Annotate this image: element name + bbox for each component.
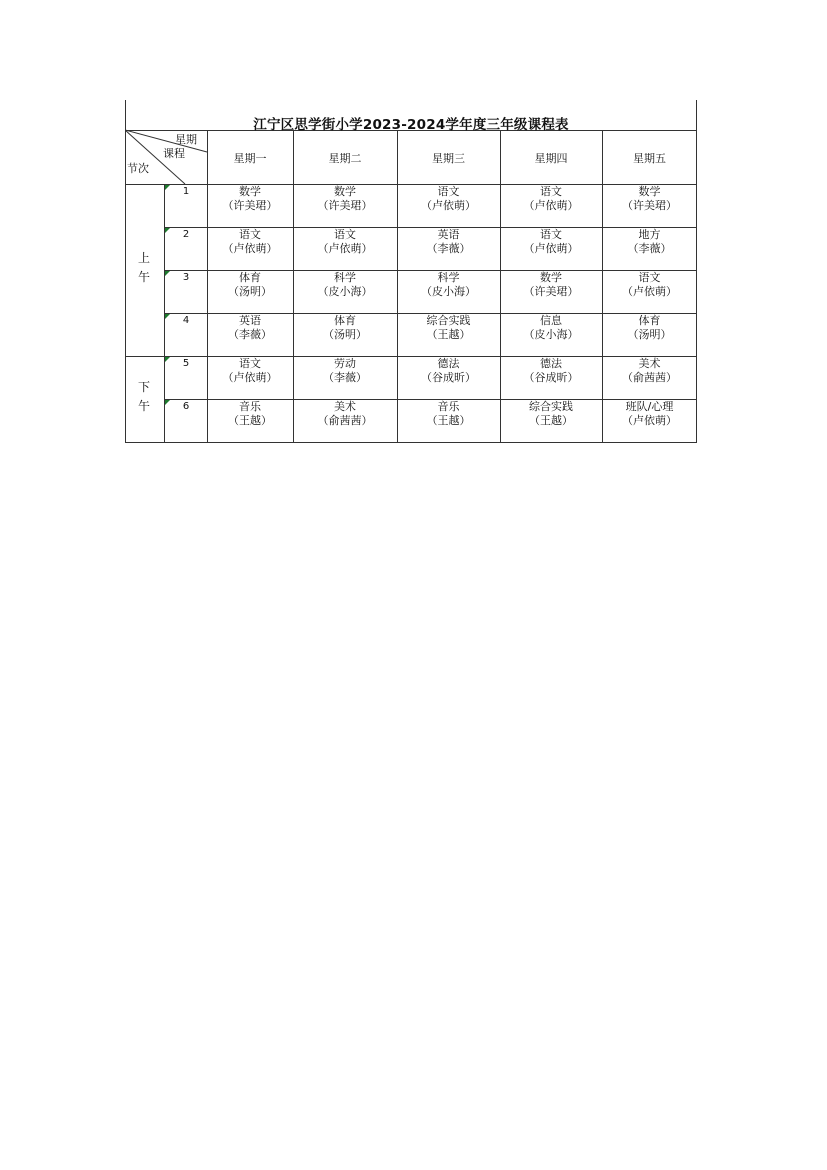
course-subject: 语文	[638, 271, 661, 284]
day-header: 星期二	[328, 152, 362, 165]
period-number: 3	[182, 272, 190, 283]
course-subject: 信息	[540, 314, 562, 327]
course-teacher: （汤明）	[228, 285, 272, 298]
course-subject: 综合实践	[426, 314, 471, 327]
course-teacher: （许美珺）	[317, 199, 373, 212]
course-cell	[500, 400, 602, 428]
course-cell	[397, 357, 500, 385]
course-cell	[602, 228, 697, 256]
course-cell	[602, 185, 697, 213]
timetable-title: 江宁区思学街小学2023-2024学年度三年级课程表	[253, 117, 569, 133]
course-subject: 数学	[540, 271, 562, 284]
period-number: 1	[182, 186, 190, 197]
course-teacher: （卢依萌）	[317, 242, 373, 255]
course-teacher: （许美珺）	[222, 199, 278, 212]
course-subject: 综合实践	[529, 400, 573, 413]
course-subject: 英语	[239, 314, 261, 327]
course-teacher: （卢依萌）	[523, 242, 579, 255]
course-cell	[500, 228, 602, 256]
course-teacher: （卢依萌）	[523, 199, 579, 212]
course-teacher: （汤明）	[323, 328, 367, 341]
course-subject: 语文	[437, 185, 460, 198]
period-number: 5	[182, 358, 190, 369]
corner-label-weekday: 星期	[175, 133, 197, 146]
course-cell	[397, 314, 500, 342]
segment-label-top: 上	[137, 251, 150, 265]
course-teacher: （皮小海）	[421, 285, 476, 298]
course-subject: 语文	[540, 228, 562, 241]
course-cell	[602, 357, 697, 385]
course-cell	[207, 400, 293, 428]
course-teacher: （许美珺）	[523, 285, 579, 298]
course-cell	[207, 185, 293, 213]
course-cell	[293, 228, 397, 256]
course-subject: 数学	[239, 185, 261, 198]
course-teacher: （俞茜茜）	[622, 371, 677, 384]
course-subject: 科学	[334, 271, 356, 284]
course-subject: 德法	[540, 357, 562, 370]
course-cell	[602, 400, 697, 428]
course-teacher: （李薇）	[426, 242, 471, 255]
day-header: 星期四	[534, 152, 568, 165]
course-cell	[207, 314, 293, 342]
corner-label-period: 节次	[127, 162, 149, 175]
course-cell	[500, 271, 602, 299]
course-teacher: （王越）	[228, 414, 272, 427]
day-header: 星期三	[432, 152, 465, 165]
course-teacher: （王越）	[426, 328, 471, 341]
course-subject: 音乐	[239, 400, 261, 413]
course-cell	[293, 314, 397, 342]
course-subject: 劳动	[334, 357, 356, 370]
period-number: 4	[182, 315, 190, 326]
course-subject: 英语	[437, 228, 460, 241]
course-cell	[397, 400, 500, 428]
course-teacher: （皮小海）	[317, 285, 373, 298]
course-subject: 德法	[437, 357, 460, 370]
corner-label-course: 课程	[163, 147, 185, 160]
day-header: 星期一	[233, 152, 267, 165]
course-cell	[397, 228, 500, 256]
course-subject: 美术	[334, 400, 356, 413]
course-teacher: （皮小海）	[523, 328, 579, 341]
course-teacher: （李薇）	[627, 242, 672, 255]
period-number: 2	[182, 229, 190, 240]
course-teacher: （卢依萌）	[622, 285, 677, 298]
course-teacher: （卢依萌）	[622, 414, 677, 427]
period-number: 6	[182, 401, 190, 412]
course-cell	[207, 228, 293, 256]
course-subject: 美术	[638, 357, 661, 370]
segment-label-bottom: 午	[137, 270, 150, 284]
course-teacher: （汤明）	[627, 328, 672, 341]
course-teacher: （王越）	[529, 414, 573, 427]
course-subject: 语文	[239, 357, 261, 370]
course-cell	[293, 400, 397, 428]
course-teacher: （李薇）	[323, 371, 367, 384]
course-cell	[293, 185, 397, 213]
course-cell	[397, 185, 500, 213]
course-subject: 科学	[437, 271, 460, 284]
course-teacher: （卢依萌）	[421, 199, 476, 212]
segment-label-bottom: 午	[137, 399, 150, 413]
course-subject: 地方	[638, 228, 661, 241]
course-teacher: （王越）	[426, 414, 471, 427]
course-cell	[397, 271, 500, 299]
course-cell	[500, 357, 602, 385]
course-cell	[500, 185, 602, 213]
segment-label-top: 下	[137, 380, 150, 394]
course-teacher: （李薇）	[228, 328, 272, 341]
course-subject: 体育	[334, 314, 356, 327]
course-cell	[207, 357, 293, 385]
course-teacher: （谷成昕）	[421, 371, 476, 384]
course-subject: 体育	[239, 271, 261, 284]
course-subject: 音乐	[437, 400, 460, 413]
course-subject: 语文	[334, 228, 356, 241]
course-cell	[602, 271, 697, 299]
course-cell	[293, 357, 397, 385]
course-subject: 语文	[540, 185, 562, 198]
course-cell	[602, 314, 697, 342]
course-cell	[500, 314, 602, 342]
course-subject: 语文	[239, 228, 261, 241]
course-teacher: （俞茜茜）	[317, 414, 373, 427]
course-subject: 数学	[334, 185, 356, 198]
course-cell	[207, 271, 293, 299]
course-teacher: （许美珺）	[622, 199, 677, 212]
course-subject: 体育	[638, 314, 661, 327]
course-teacher: （卢依萌）	[222, 371, 278, 384]
course-cell	[293, 271, 397, 299]
timetable	[125, 100, 697, 443]
course-subject: 数学	[638, 185, 661, 198]
course-subject: 班队/心理	[625, 400, 674, 413]
day-header: 星期五	[633, 152, 666, 165]
course-teacher: （谷成昕）	[523, 371, 579, 384]
course-teacher: （卢依萌）	[222, 242, 278, 255]
